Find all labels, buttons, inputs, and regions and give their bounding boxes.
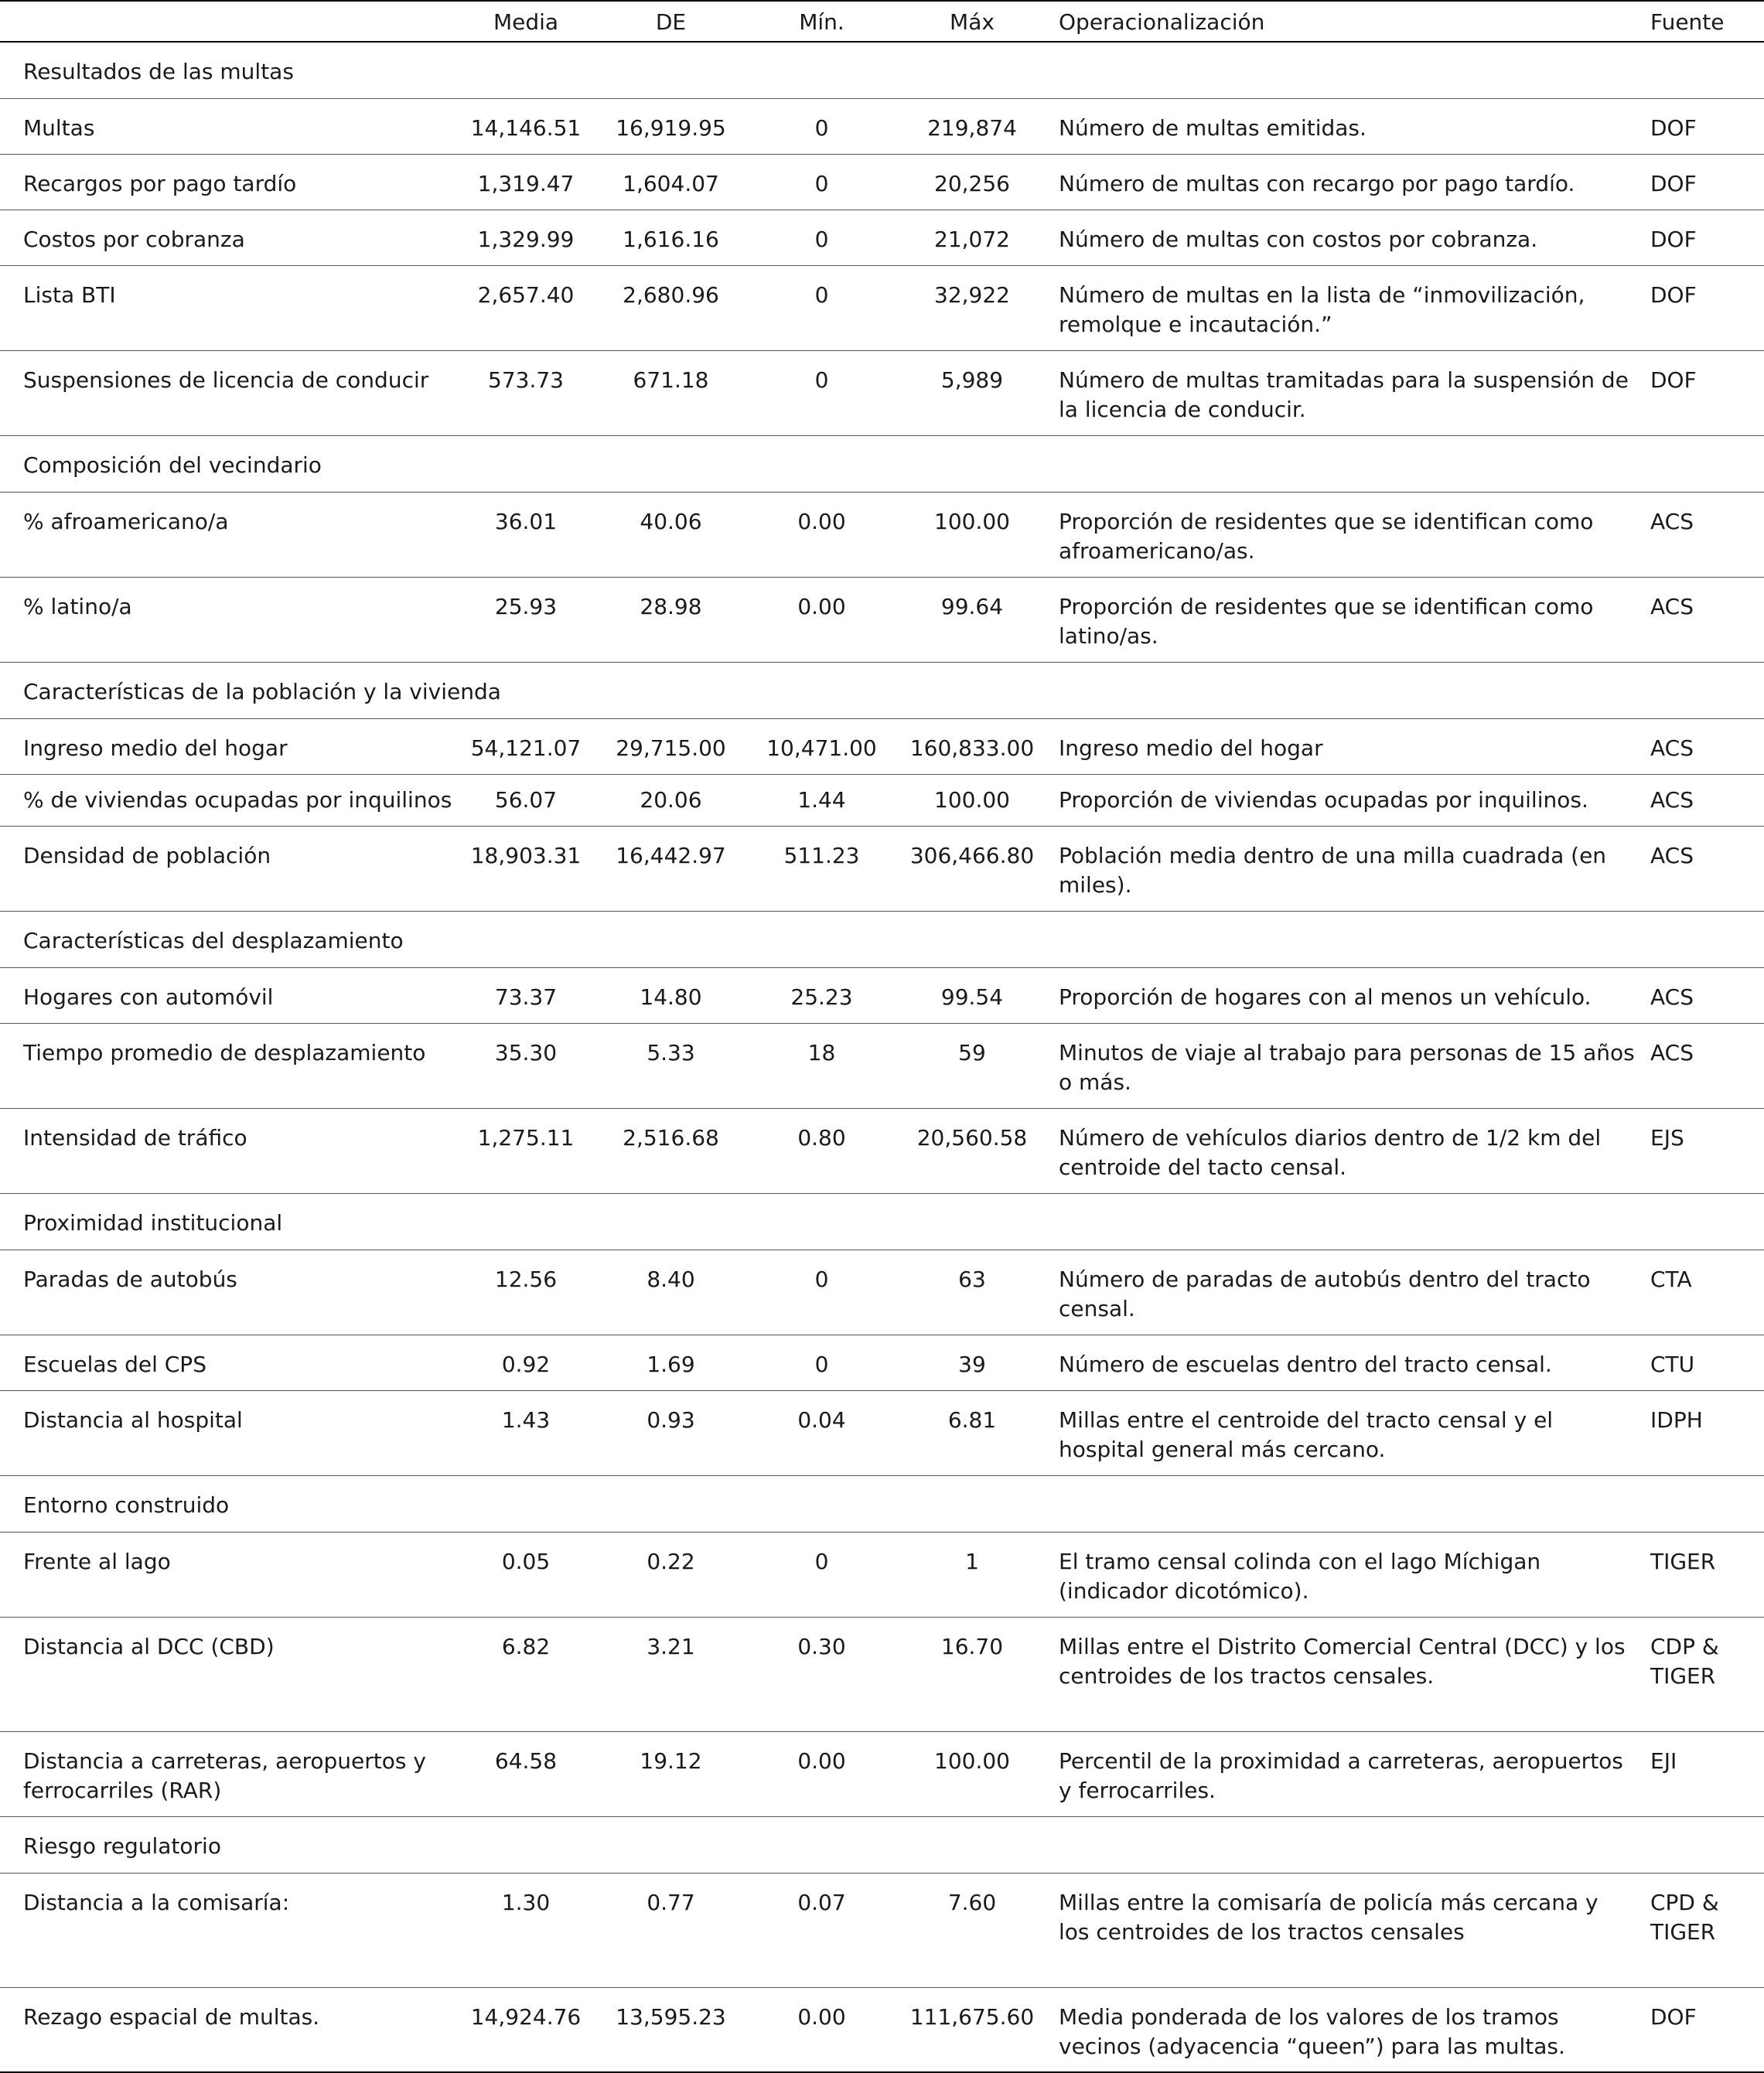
cell-fuente: EJI: [1643, 1731, 1764, 1816]
section-title: Proximidad institucional: [0, 1193, 1764, 1250]
cell-media: 25.93: [456, 577, 595, 662]
cell-operacionalizacion: Media ponderada de los valores de los tramos vecinos (adyacencia “queen”) para las multas.: [1047, 1987, 1643, 2072]
table-row: [0, 774, 1764, 826]
cell-min: 18: [746, 1023, 897, 1108]
cell-operacionalizacion: Número de escuelas dentro del tracto censal.: [1047, 1335, 1643, 1390]
header-operacionalizacion: Operacionalización: [1047, 1, 1643, 42]
cell-min: 0.00: [746, 492, 897, 577]
cell-max: 32,922: [897, 265, 1047, 350]
cell-min: 511.23: [746, 826, 897, 911]
row-label: Intensidad de tráfico: [0, 1108, 456, 1193]
table-row: [0, 1250, 1764, 1335]
cell-operacionalizacion: Minutos de viaje al trabajo para personas de 15 años o más.: [1047, 1023, 1643, 1108]
section-title: Resultados de las multas: [0, 42, 1764, 98]
row-label: Tiempo promedio de desplazamiento: [0, 1023, 456, 1108]
cell-operacionalizacion: Número de paradas de autobús dentro del tracto censal.: [1047, 1250, 1643, 1335]
cell-media: 12.56: [456, 1250, 595, 1335]
cell-media: 0.92: [456, 1335, 595, 1390]
cell-fuente: EJS: [1643, 1108, 1764, 1193]
cell-de: 14.80: [595, 967, 746, 1023]
cell-max: 99.54: [897, 967, 1047, 1023]
cell-min: 0.80: [746, 1108, 897, 1193]
cell-max: 100.00: [897, 492, 1047, 577]
section-row: [0, 662, 1764, 718]
row-label: % latino/a: [0, 577, 456, 662]
cell-operacionalizacion: Población media dentro de una milla cuadrada (en miles).: [1047, 826, 1643, 911]
row-label: % afroamericano/a: [0, 492, 456, 577]
cell-max: 16.70: [897, 1617, 1047, 1731]
cell-fuente: CTU: [1643, 1335, 1764, 1390]
cell-max: 111,675.60: [897, 1987, 1047, 2072]
cell-media: 573.73: [456, 350, 595, 435]
cell-fuente: CPD & TIGER: [1643, 1873, 1764, 1987]
cell-max: 20,256: [897, 154, 1047, 210]
cell-operacionalizacion: Proporción de residentes que se identifican como afroamericano/as.: [1047, 492, 1643, 577]
table-row: [0, 1023, 1764, 1108]
cell-de: 13,595.23: [595, 1987, 746, 2072]
header-max: Máx: [897, 1, 1047, 42]
row-label: Recargos por pago tardío: [0, 154, 456, 210]
cell-operacionalizacion: Número de multas en la lista de “inmovilización, remolque e incautación.”: [1047, 265, 1643, 350]
table-row: [0, 1731, 1764, 1816]
header-media: Media: [456, 1, 595, 42]
section-row: [0, 42, 1764, 98]
cell-fuente: CDP & TIGER: [1643, 1617, 1764, 1731]
table-row: [0, 350, 1764, 435]
cell-de: 16,919.95: [595, 98, 746, 154]
cell-de: 1,616.16: [595, 210, 746, 265]
cell-fuente: DOF: [1643, 210, 1764, 265]
cell-min: 0: [746, 350, 897, 435]
cell-max: 5,989: [897, 350, 1047, 435]
header-fuente: Fuente: [1643, 1, 1764, 42]
cell-operacionalizacion: Ingreso medio del hogar: [1047, 718, 1643, 774]
cell-de: 40.06: [595, 492, 746, 577]
cell-max: 39: [897, 1335, 1047, 1390]
cell-de: 0.22: [595, 1532, 746, 1617]
cell-max: 219,874: [897, 98, 1047, 154]
header-min: Mín.: [746, 1, 897, 42]
table-row: [0, 154, 1764, 210]
cell-operacionalizacion: Proporción de viviendas ocupadas por inquilinos.: [1047, 774, 1643, 826]
section-row: [0, 1816, 1764, 1873]
cell-media: 1.30: [456, 1873, 595, 1987]
cell-max: 99.64: [897, 577, 1047, 662]
cell-operacionalizacion: Número de multas con costos por cobranza.: [1047, 210, 1643, 265]
cell-fuente: TIGER: [1643, 1532, 1764, 1617]
cell-operacionalizacion: Número de multas tramitadas para la suspensión de la licencia de conducir.: [1047, 350, 1643, 435]
row-label: Lista BTI: [0, 265, 456, 350]
cell-min: 0.30: [746, 1617, 897, 1731]
cell-min: 0: [746, 1335, 897, 1390]
table-row: [0, 1532, 1764, 1617]
row-label: Multas: [0, 98, 456, 154]
cell-operacionalizacion: Número de multas emitidas.: [1047, 98, 1643, 154]
cell-operacionalizacion: Proporción de hogares con al menos un vehículo.: [1047, 967, 1643, 1023]
row-label: Suspensiones de licencia de conducir: [0, 350, 456, 435]
cell-de: 19.12: [595, 1731, 746, 1816]
cell-media: 1.43: [456, 1390, 595, 1475]
section-title: Entorno construido: [0, 1475, 1764, 1532]
cell-media: 64.58: [456, 1731, 595, 1816]
cell-max: 100.00: [897, 774, 1047, 826]
header-row: [0, 1, 1764, 42]
cell-media: 14,146.51: [456, 98, 595, 154]
cell-media: 2,657.40: [456, 265, 595, 350]
cell-max: 21,072: [897, 210, 1047, 265]
cell-fuente: IDPH: [1643, 1390, 1764, 1475]
cell-operacionalizacion: Proporción de residentes que se identifican como latino/as.: [1047, 577, 1643, 662]
cell-de: 20.06: [595, 774, 746, 826]
cell-max: 6.81: [897, 1390, 1047, 1475]
section-row: [0, 435, 1764, 492]
section-title: Características del desplazamiento: [0, 911, 1764, 967]
cell-min: 0: [746, 210, 897, 265]
row-label: Distancia al DCC (CBD): [0, 1617, 456, 1731]
table-row: [0, 1390, 1764, 1475]
table-row: [0, 1335, 1764, 1390]
table-row: [0, 577, 1764, 662]
cell-min: 0: [746, 98, 897, 154]
cell-fuente: DOF: [1643, 265, 1764, 350]
cell-operacionalizacion: Millas entre el centroide del tracto censal y el hospital general más cercano.: [1047, 1390, 1643, 1475]
cell-de: 1.69: [595, 1335, 746, 1390]
table-row: [0, 265, 1764, 350]
cell-min: 0: [746, 1532, 897, 1617]
cell-fuente: CTA: [1643, 1250, 1764, 1335]
cell-fuente: ACS: [1643, 967, 1764, 1023]
cell-operacionalizacion: Percentil de la proximidad a carreteras, aeropuertos y ferrocarriles.: [1047, 1731, 1643, 1816]
cell-fuente: DOF: [1643, 98, 1764, 154]
row-label: Costos por cobranza: [0, 210, 456, 265]
cell-max: 160,833.00: [897, 718, 1047, 774]
cell-min: 0: [746, 154, 897, 210]
section-title: Composición del vecindario: [0, 435, 1764, 492]
cell-de: 16,442.97: [595, 826, 746, 911]
cell-de: 671.18: [595, 350, 746, 435]
cell-media: 1,275.11: [456, 1108, 595, 1193]
cell-media: 73.37: [456, 967, 595, 1023]
cell-min: 1.44: [746, 774, 897, 826]
row-label: % de viviendas ocupadas por inquilinos: [0, 774, 456, 826]
cell-media: 1,329.99: [456, 210, 595, 265]
cell-min: 0: [746, 265, 897, 350]
header-de: DE: [595, 1, 746, 42]
cell-media: 18,903.31: [456, 826, 595, 911]
cell-de: 1,604.07: [595, 154, 746, 210]
section-row: [0, 1193, 1764, 1250]
header-label: [0, 1, 456, 42]
cell-media: 14,924.76: [456, 1987, 595, 2072]
cell-fuente: ACS: [1643, 774, 1764, 826]
cell-min: 0: [746, 1250, 897, 1335]
table-row: [0, 718, 1764, 774]
cell-fuente: ACS: [1643, 577, 1764, 662]
cell-de: 5.33: [595, 1023, 746, 1108]
cell-min: 0.04: [746, 1390, 897, 1475]
row-label: Distancia a carreteras, aeropuertos y ferrocarriles (RAR): [0, 1731, 456, 1816]
cell-min: 0.00: [746, 1731, 897, 1816]
section-row: [0, 1475, 1764, 1532]
cell-operacionalizacion: Número de multas con recargo por pago tardío.: [1047, 154, 1643, 210]
section-title: Características de la población y la vivienda: [0, 662, 1764, 718]
cell-media: 1,319.47: [456, 154, 595, 210]
cell-media: 6.82: [456, 1617, 595, 1731]
cell-min: 10,471.00: [746, 718, 897, 774]
cell-operacionalizacion: Millas entre la comisaría de policía más cercana y los centroides de los tractos censales: [1047, 1873, 1643, 1987]
cell-media: 56.07: [456, 774, 595, 826]
table-row: [0, 1987, 1764, 2072]
cell-de: 2,680.96: [595, 265, 746, 350]
cell-media: 0.05: [456, 1532, 595, 1617]
cell-max: 20,560.58: [897, 1108, 1047, 1193]
table-row: [0, 492, 1764, 577]
cell-de: 0.93: [595, 1390, 746, 1475]
cell-fuente: ACS: [1643, 1023, 1764, 1108]
cell-max: 59: [897, 1023, 1047, 1108]
cell-operacionalizacion: Millas entre el Distrito Comercial Central (DCC) y los centroides de los tractos censales.: [1047, 1617, 1643, 1731]
table-row: [0, 210, 1764, 265]
row-label: Hogares con automóvil: [0, 967, 456, 1023]
row-label: Ingreso medio del hogar: [0, 718, 456, 774]
row-label: Distancia a la comisaría:: [0, 1873, 456, 1987]
section-row: [0, 911, 1764, 967]
table-row: [0, 1873, 1764, 1987]
cell-de: 8.40: [595, 1250, 746, 1335]
cell-media: 35.30: [456, 1023, 595, 1108]
cell-min: 25.23: [746, 967, 897, 1023]
cell-fuente: ACS: [1643, 492, 1764, 577]
cell-de: 3.21: [595, 1617, 746, 1731]
row-label: Frente al lago: [0, 1532, 456, 1617]
table-row: [0, 826, 1764, 911]
row-label: Paradas de autobús: [0, 1250, 456, 1335]
cell-media: 54,121.07: [456, 718, 595, 774]
cell-de: 28.98: [595, 577, 746, 662]
cell-max: 100.00: [897, 1731, 1047, 1816]
table-row: [0, 98, 1764, 154]
table-row: [0, 1108, 1764, 1193]
table-row: [0, 1617, 1764, 1731]
cell-media: 36.01: [456, 492, 595, 577]
row-label: Rezago espacial de multas.: [0, 1987, 456, 2072]
cell-fuente: ACS: [1643, 718, 1764, 774]
row-label: Densidad de población: [0, 826, 456, 911]
cell-operacionalizacion: Número de vehículos diarios dentro de 1/2 km del centroide del tacto censal.: [1047, 1108, 1643, 1193]
cell-min: 0.07: [746, 1873, 897, 1987]
cell-min: 0.00: [746, 577, 897, 662]
cell-max: 1: [897, 1532, 1047, 1617]
cell-operacionalizacion: El tramo censal colinda con el lago Míchigan (indicador dicotómico).: [1047, 1532, 1643, 1617]
cell-fuente: DOF: [1643, 1987, 1764, 2072]
cell-de: 0.77: [595, 1873, 746, 1987]
cell-de: 2,516.68: [595, 1108, 746, 1193]
cell-fuente: DOF: [1643, 154, 1764, 210]
cell-max: 63: [897, 1250, 1047, 1335]
cell-fuente: ACS: [1643, 826, 1764, 911]
row-label: Escuelas del CPS: [0, 1335, 456, 1390]
cell-max: 306,466.80: [897, 826, 1047, 911]
cell-de: 29,715.00: [595, 718, 746, 774]
row-label: Distancia al hospital: [0, 1390, 456, 1475]
cell-fuente: DOF: [1643, 350, 1764, 435]
cell-min: 0.00: [746, 1987, 897, 2072]
section-title: Riesgo regulatorio: [0, 1816, 1764, 1873]
cell-max: 7.60: [897, 1873, 1047, 1987]
table-row: [0, 967, 1764, 1023]
